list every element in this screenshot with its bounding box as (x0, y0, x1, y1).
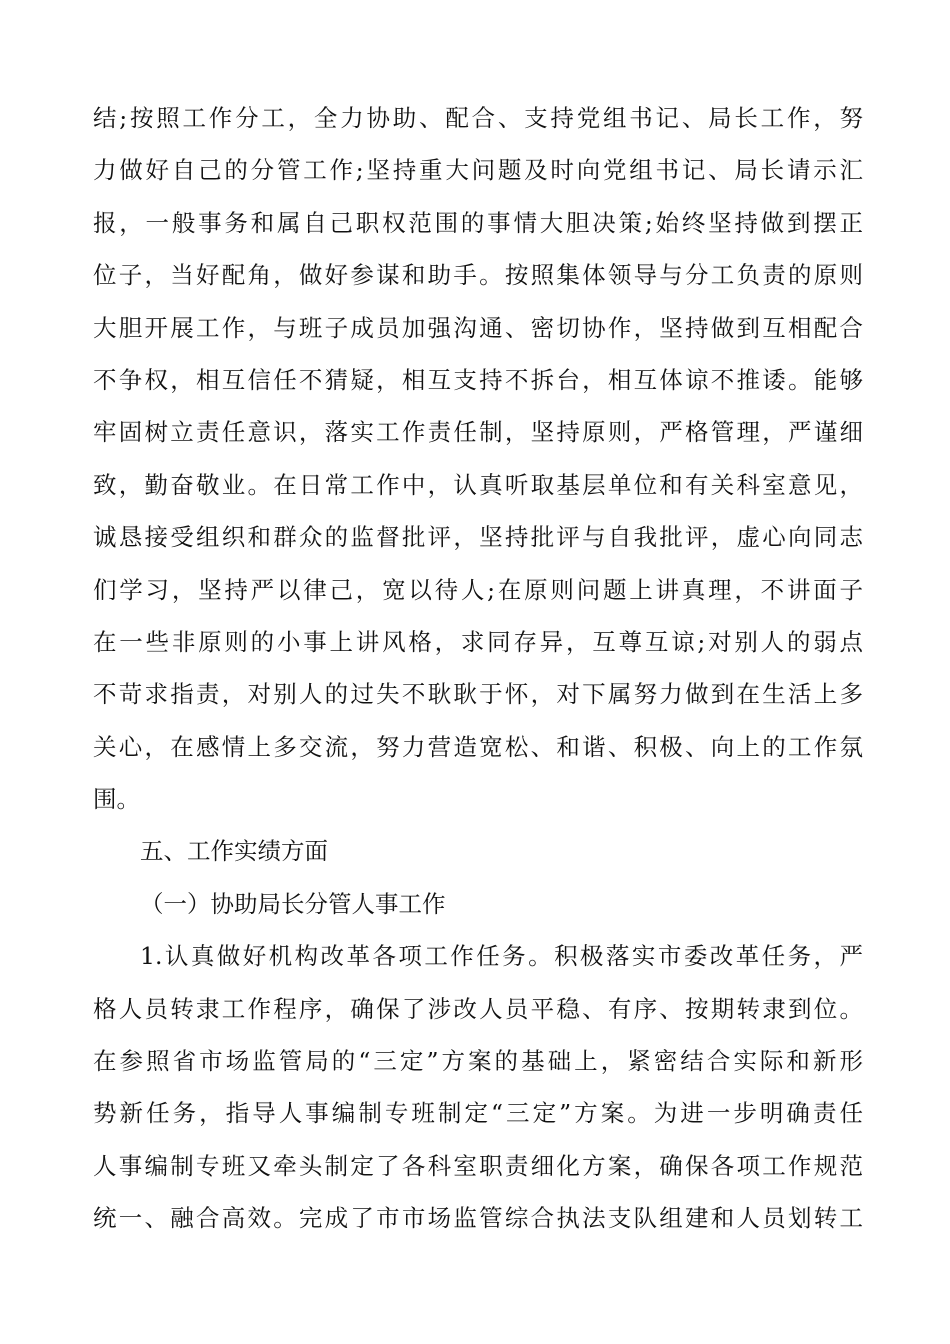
body-line: 结;按照工作分工，全力协助、配合、支持党组书记、局长工作，努 (93, 104, 863, 132)
body-line: 围。 (93, 785, 140, 814)
body-line: 格人员转隶工作程序，确保了涉改人员平稳、有序、按期转隶到位。 (93, 994, 863, 1023)
body-line: 势新任务，指导人事编制专班制定“三定”方案。为进一步明确责任 (93, 1099, 863, 1128)
body-line: 力做好自己的分管工作;坚持重大问题及时向党组书记、局长请示汇 (93, 156, 863, 185)
body-line: 在一些非原则的小事上讲风格，求同存异，互尊互谅;对别人的弱点 (93, 627, 863, 656)
body-line: 统一、融合高效。完成了市市场监管综合执法支队组建和人员划转工 (93, 1204, 863, 1233)
body-line: 大胆开展工作，与班子成员加强沟通、密切协作，坚持做到互相配合 (93, 313, 863, 342)
body-line: 关心，在感情上多交流，努力营造宽松、和谐、积极、向上的工作氛 (93, 732, 863, 761)
body-line: 报，一般事务和属自己职权范围的事情大胆决策;始终坚持做到摆正 (93, 208, 863, 237)
body-line: 致，勤奋敬业。在日常工作中，认真听取基层单位和有关科室意见， (93, 470, 863, 499)
body-line: 人事编制专班又牵头制定了各科室职责细化方案，确保各项工作规范 (93, 1151, 863, 1180)
body-line: 不苛求指责，对别人的过失不耿耿于怀，对下属努力做到在生活上多 (93, 680, 863, 709)
body-line: 们学习，坚持严以律己，宽以待人;在原则问题上讲真理，不讲面子 (93, 575, 863, 604)
body-line: 位子，当好配角，做好参谋和助手。按照集体领导与分工负责的原则 (93, 261, 863, 290)
body-line: 1.认真做好机构改革各项工作任务。积极落实市委改革任务，严 (140, 942, 863, 971)
body-line: 牢固树立责任意识，落实工作责任制，坚持原则，严格管理，严谨细 (93, 418, 863, 447)
section-heading: 五、工作实绩方面 (140, 837, 328, 866)
document-body (93, 92, 863, 1245)
body-line: 在参照省市场监管局的“三定”方案的基础上，紧密结合实际和新形 (93, 1047, 863, 1076)
body-line: 不争权，相互信任不猜疑，相互支持不拆台，相互体谅不推诿。能够 (93, 365, 863, 394)
body-line: 诚恳接受组织和群众的监督批评，坚持批评与自我批评，虚心向同志 (93, 523, 863, 552)
subsection-heading: （一）协助局长分管人事工作 (140, 889, 446, 918)
